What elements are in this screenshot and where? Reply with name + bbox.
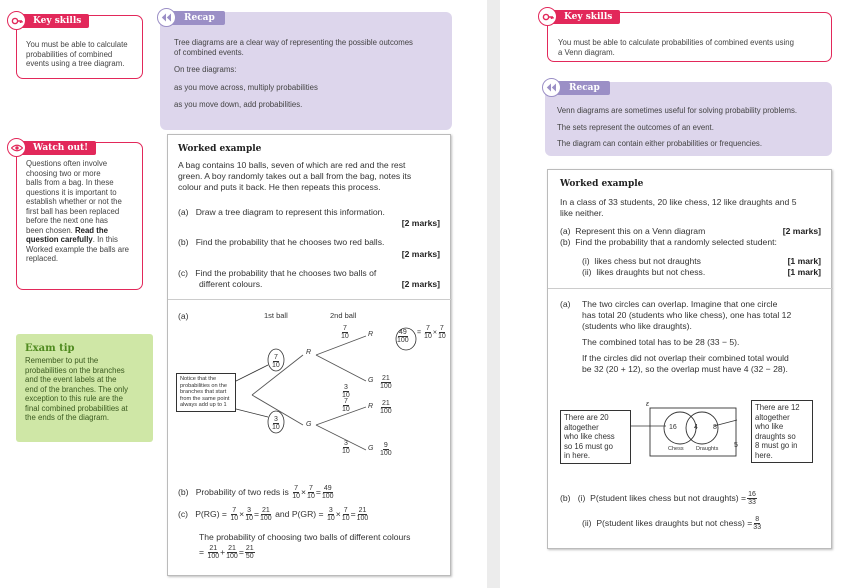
calc-rr <box>417 325 447 340</box>
numerator: 3 <box>343 384 348 392</box>
text-line: branches that start <box>180 389 227 396</box>
plus-sign: + <box>220 546 226 557</box>
fraction <box>245 507 253 522</box>
recap-tag <box>545 81 610 95</box>
rewind-icon <box>157 8 176 27</box>
fraction <box>438 325 446 340</box>
text-line: altogether <box>564 422 599 432</box>
watch-out-title: Watch out! <box>33 143 89 153</box>
marks: [2 marks] <box>401 218 440 228</box>
fraction <box>230 507 238 522</box>
numerator: 7 <box>425 325 430 332</box>
text-line: be 32 (20 + 12), so the overlap must have 4 (32 − 28). <box>582 364 788 374</box>
fraction <box>342 440 350 455</box>
numerator: 49 <box>398 329 407 337</box>
venn-value-chess-only: 16 <box>669 424 677 431</box>
question-b <box>178 237 384 248</box>
denominator: 10 <box>341 515 350 522</box>
text-line: The sets represent the outcomes of an event. <box>557 122 714 132</box>
text-line: altogether <box>755 412 790 422</box>
text-part: been chosen. <box>26 225 73 235</box>
q-text: Find the probability that a randomly selected student: <box>575 237 777 247</box>
text-line: On tree diagrams: <box>174 65 237 74</box>
outcome-r: R <box>368 331 374 338</box>
text-line: Remember to put the <box>25 356 99 365</box>
q-text: likes draughts but not chess. <box>596 267 706 277</box>
fraction <box>272 416 280 431</box>
key-skills-text <box>558 38 830 57</box>
question-c <box>178 268 376 279</box>
result-rg <box>379 374 393 392</box>
answer-text: and P(GR) = <box>275 508 324 519</box>
text-line: the ends of the diagram. <box>25 413 110 422</box>
text-line: probabilities on the branches <box>25 365 125 375</box>
text-line: here. <box>755 450 773 460</box>
fraction <box>307 485 315 500</box>
denominator: 10 <box>326 515 335 522</box>
outcome-r: R <box>368 403 374 410</box>
text-line: Worked example the balls are <box>26 244 130 254</box>
outcome-g: G <box>368 377 374 384</box>
numerator: 3 <box>343 440 348 448</box>
q-text: likes chess but not draughts <box>594 256 701 266</box>
text-line: The two circles can overlap. Imagine that one circle <box>582 299 778 309</box>
recap-box <box>160 12 452 130</box>
times-sign: × <box>335 508 341 519</box>
numerator: 21 <box>381 375 390 383</box>
exam-tip-text <box>25 356 151 423</box>
question-b1 <box>582 256 701 267</box>
q-text: Find the probability that he chooses two red balls. <box>195 237 385 247</box>
outcome-g: G <box>368 445 374 452</box>
fraction <box>380 375 392 390</box>
worked-example-title: Worked example <box>560 179 644 189</box>
prob-gr <box>341 397 351 415</box>
text-line: so 16 must go <box>564 441 613 451</box>
q-text: Draw a tree diagram to represent this information. <box>195 207 385 217</box>
text-line: The combined total has to be 28 (33 − 5). <box>582 337 740 347</box>
text-line: as you move down, add probabilities. <box>174 100 303 109</box>
numerator: 7 <box>343 398 348 406</box>
worked-example-title: Worked example <box>178 144 262 154</box>
watch-out-text <box>26 159 144 264</box>
text-line: before the next one has <box>26 216 108 225</box>
venn-label-chess: Chess <box>668 446 684 452</box>
q-label: (i) <box>582 256 590 266</box>
fraction <box>357 507 369 522</box>
q-label: (c) <box>178 508 189 519</box>
annotation-chess <box>560 410 631 464</box>
text-part: . In this <box>92 235 118 244</box>
question-a <box>178 207 385 218</box>
text-line: always add up to 1 <box>180 402 227 409</box>
text-line: You must be able to calculate probabilities of combined events using <box>558 38 794 47</box>
fraction <box>292 485 300 500</box>
numerator: 21 <box>358 507 367 514</box>
fraction <box>753 516 761 531</box>
fraction <box>397 329 409 344</box>
times-sign: × <box>301 486 307 497</box>
text-line: who like <box>755 422 784 431</box>
question-b <box>560 237 777 248</box>
answer-text: P(student likes chess but not draughts) = <box>590 492 747 503</box>
key-icon <box>538 7 557 26</box>
fraction <box>342 398 350 413</box>
text-line: 8 must go in <box>755 441 798 450</box>
q-label: (a) <box>560 226 571 236</box>
denominator: 10 <box>342 392 350 400</box>
text-line: and the event labels at the <box>25 375 117 384</box>
fraction <box>207 545 219 560</box>
q-label: (b) <box>560 492 571 503</box>
numerator: 21 <box>381 400 390 408</box>
denominator: 50 <box>245 553 254 560</box>
text-line <box>26 226 144 236</box>
text-line: end of the branches. The only <box>25 384 129 394</box>
text-line: questions it is important to <box>26 187 117 197</box>
epsilon-label: ε <box>646 401 650 408</box>
text-line <box>26 235 144 245</box>
venn-diagram <box>630 400 755 462</box>
annotation-draughts <box>751 400 813 463</box>
recap-tag <box>160 11 225 25</box>
text-line: colour and puts it back. He then repeats this process. <box>178 182 381 192</box>
text-line: Questions often involve <box>26 159 108 168</box>
venn-value-draughts-only: 8 <box>713 424 717 431</box>
prob-rr <box>340 324 350 342</box>
numerator: 16 <box>748 491 756 498</box>
denominator: 100 <box>356 515 369 522</box>
q-label: (ii) <box>582 267 592 277</box>
denominator: 10 <box>342 406 350 414</box>
text-line: Tree diagrams are a clear way of representing the possible outcomes <box>174 38 413 47</box>
denominator: 10 <box>292 493 301 500</box>
bold-text: Read the <box>75 225 108 235</box>
watch-out-tag <box>11 141 96 155</box>
key-skills-box <box>547 12 832 62</box>
q-label: (b) <box>560 237 571 247</box>
question-a <box>560 226 705 237</box>
answer-text: P(student likes draughts but not chess) = <box>596 517 753 528</box>
tree-note <box>176 373 236 412</box>
denominator: 10 <box>424 333 432 340</box>
recap-box <box>545 82 832 156</box>
times-sign: × <box>239 508 245 519</box>
text-line: probabilities on the <box>180 382 227 389</box>
denominator: 100 <box>380 408 392 416</box>
marks: [2 marks] <box>782 226 821 236</box>
denominator: 10 <box>272 362 280 370</box>
prob-gg <box>341 439 351 457</box>
numerator: 7 <box>294 485 299 492</box>
key-skills-box <box>16 15 143 79</box>
text-line: choosing two or more <box>26 168 101 178</box>
denominator: 10 <box>341 333 349 341</box>
fraction <box>747 491 757 506</box>
denominator: 10 <box>245 515 253 522</box>
fraction <box>226 545 238 560</box>
eq-sign: = <box>199 546 205 557</box>
text-line: events using a tree diagram. <box>26 59 125 68</box>
recap-text <box>174 38 446 110</box>
key-skills-tag <box>542 10 620 24</box>
q-label: (c) <box>178 268 189 278</box>
numerator: 7 <box>232 507 237 514</box>
fraction <box>327 507 335 522</box>
text-line: In a class of 33 students, 20 like chess, 12 like draughts and 5 <box>560 197 797 207</box>
venn-label-draughts: Draughts <box>696 446 719 452</box>
q-label: (b) <box>178 486 189 497</box>
text-line: green. A boy randomly takes out a ball from the bag, notes its <box>178 171 412 181</box>
eye-icon <box>7 138 26 157</box>
answer-c-sum <box>199 545 256 560</box>
text-line: The diagram can contain either probabilities or frequencies. <box>557 139 762 148</box>
q-label: (i) <box>577 492 586 503</box>
text-line: If the circles did not overlap their combined total would <box>582 353 789 363</box>
text-line: establish whether or not the <box>26 197 122 206</box>
venn-value-both: 4 <box>694 424 698 431</box>
answer-c <box>178 507 369 522</box>
denominator: 100 <box>380 450 392 458</box>
marks: [2 marks] <box>401 279 440 289</box>
first-ball-heading: 1st ball <box>264 311 288 320</box>
q-text: Find the probability that he chooses two balls of <box>195 268 377 278</box>
numerator: 7 <box>342 325 347 333</box>
q-label: (ii) <box>582 517 592 528</box>
text-line: of combined events. <box>174 47 244 57</box>
q-text: different colours. <box>199 279 263 289</box>
watch-out-box <box>16 142 143 290</box>
text-line: like neither. <box>560 208 604 218</box>
denominator: 100 <box>260 515 272 522</box>
denominator: 33 <box>748 499 756 506</box>
recap-title: Recap <box>184 13 215 23</box>
answer-b <box>178 485 335 500</box>
rewind-icon <box>542 78 561 97</box>
numerator: 7 <box>308 485 313 492</box>
fraction <box>322 485 334 500</box>
fraction <box>342 507 350 522</box>
worked-example-right <box>547 169 832 549</box>
text-line: has total 20 (students who like chess), one has total 12 <box>582 310 792 320</box>
text-line: exception to this rule are the <box>25 394 123 403</box>
divider <box>168 299 452 300</box>
denominator: 10 <box>437 333 446 340</box>
prob-r1 <box>271 353 281 371</box>
eq-sign: = <box>253 508 260 519</box>
answer-text: The probability of choosing two balls of different colours <box>199 532 411 542</box>
denominator: 100 <box>380 383 392 391</box>
recap-title: Recap <box>569 83 600 93</box>
numerator: 7 <box>439 325 444 332</box>
denominator: 100 <box>321 493 334 500</box>
text-line: who like chess <box>564 432 615 441</box>
denominator: 33 <box>753 524 762 531</box>
text-line: There are 12 <box>755 403 800 412</box>
result-rr <box>396 328 410 346</box>
text-line: Notice that the <box>180 376 217 382</box>
numerator: 3 <box>273 416 278 424</box>
node-g: G <box>306 421 312 428</box>
text-line: from the same point <box>180 395 230 402</box>
text-line: a Venn diagram. <box>558 47 615 57</box>
bold-text: question carefully <box>26 235 93 244</box>
denominator: 10 <box>342 448 350 456</box>
answer-text: P(RG) = <box>195 508 227 519</box>
recap-text <box>557 106 829 149</box>
numerator: 21 <box>209 545 218 552</box>
result-gr <box>379 399 393 417</box>
answer-a <box>582 299 832 375</box>
fraction <box>424 325 432 340</box>
text-line: replaced. <box>26 254 59 263</box>
numerator: 21 <box>261 507 270 514</box>
right-page <box>500 0 857 588</box>
numerator: 7 <box>343 507 348 514</box>
text-line: first ball has been replaced <box>26 206 120 216</box>
denominator: 100 <box>226 553 238 560</box>
denominator: 100 <box>397 337 409 345</box>
marks: [1 mark] <box>787 267 821 277</box>
denominator: 10 <box>230 515 239 522</box>
numerator: 8 <box>755 516 760 523</box>
numerator: 21 <box>228 545 236 552</box>
question-b2 <box>582 267 705 278</box>
denominator: 100 <box>207 553 220 560</box>
key-skills-title: Key skills <box>564 12 613 22</box>
branch-rg <box>316 355 366 381</box>
text-line: Venn diagrams are sometimes useful for solving probability problems. <box>557 106 798 115</box>
text-line: probabilities of combined <box>26 49 113 59</box>
times-sign: × <box>432 329 437 337</box>
key-skills-tag <box>11 14 89 28</box>
numerator: 21 <box>245 545 254 552</box>
text-line: There are 20 <box>564 413 609 422</box>
eq-sign: = <box>417 329 422 337</box>
q-label: (a) <box>178 207 189 217</box>
key-skills-title: Key skills <box>33 16 82 26</box>
text-line: draughts so <box>755 431 796 441</box>
venn-value-neither: 5 <box>734 442 738 449</box>
answer-text: Probability of two reds is <box>195 486 289 497</box>
exam-tip-box <box>16 334 153 442</box>
text-line: balls from a bag. In these <box>26 178 114 187</box>
worked-intro <box>560 197 830 219</box>
eq-sign: = <box>238 546 244 557</box>
worked-intro <box>178 160 448 193</box>
numerator: 3 <box>328 507 333 514</box>
fraction <box>341 325 349 340</box>
text-line: You must be able to calculate <box>26 40 128 49</box>
second-ball-heading: 2nd ball <box>330 311 357 320</box>
numerator: 49 <box>323 485 332 492</box>
eq-sign: = <box>315 486 321 497</box>
key-icon <box>7 11 26 30</box>
text-line: final combined probabilities at <box>25 403 128 413</box>
fraction <box>260 507 272 522</box>
denominator: 10 <box>272 424 280 432</box>
fraction <box>380 400 392 415</box>
answer-b1 <box>560 491 758 506</box>
worked-example-left <box>167 134 451 576</box>
key-skills-text <box>26 40 144 69</box>
part-label: (a) <box>178 311 189 321</box>
text-line: in here. <box>564 451 591 460</box>
result-gg <box>379 441 393 459</box>
eq-sign: = <box>350 508 356 519</box>
numerator: 3 <box>247 507 252 514</box>
numerator: 7 <box>273 354 278 362</box>
fraction <box>245 545 255 560</box>
node-r: R <box>306 349 312 356</box>
divider <box>548 288 833 289</box>
exam-tip-title: Exam tip <box>25 343 75 354</box>
marks: [2 marks] <box>401 249 440 259</box>
prob-g1 <box>271 415 281 433</box>
numerator: 9 <box>383 442 388 450</box>
text-line: A bag contains 10 balls, seven of which are red and the rest <box>178 160 406 170</box>
q-label: (a) <box>560 299 571 309</box>
text-line: as you move across, multiply probabilities <box>174 82 318 92</box>
text-line: (students who like draughts). <box>582 321 692 331</box>
answer-b2 <box>582 516 762 531</box>
fraction <box>380 442 392 457</box>
fraction <box>272 354 280 369</box>
denominator: 10 <box>307 493 315 500</box>
q-label: (b) <box>178 237 189 247</box>
q-text: Represent this on a Venn diagram <box>575 226 706 236</box>
marks: [1 mark] <box>787 256 821 266</box>
